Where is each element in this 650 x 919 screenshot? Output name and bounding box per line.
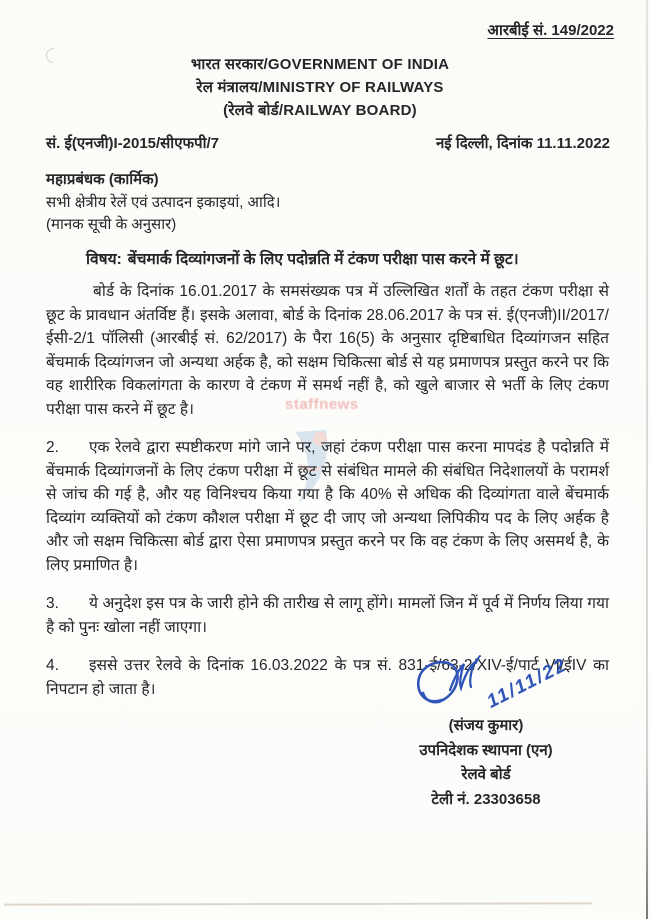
- place-and-date: नई दिल्ली, दिनांक 11.11.2022: [435, 135, 610, 152]
- watermark-text: staffnews: [285, 396, 359, 413]
- paragraph-3-number: 3.: [46, 595, 59, 612]
- signature-block: [366, 654, 606, 812]
- paragraph-2-text: एक रेलवे द्वारा स्पष्टीकरण मांगे जाने पर, जहां टंकण परीक्षा पास करना मापदंड है पदोन्नति में बेंचमार्क दिव्यांगजनों के लिए टंकण परीक्षा में छूट से संबंधित मामले की संबंधित निदेशालयों के परामर्श से जांच की गई है, और यह विनिश्चय किया गया है कि 40% से अधिक की दिव्यांगता वाले बेंचमार्क दिव्यांग व्यक्तियों को टंकण कौशल परीक्षा में छूट दी जाए जो अन्यथा लिपिकीय पद के लिए अर्हक है और जो सक्षम चिकित्सा बोर्ड द्वारा ऐसा प्रमाणपत्र प्रस्तुत करने पर कि वह टंकण के लिए असमर्थ है, के लिए प्रमाणित है।: [46, 439, 609, 574]
- subject-text: बेंचमार्क दिव्यांगजनों के लिए पदोन्नति में टंकण परीक्षा पास करने में छूट।: [127, 251, 519, 268]
- handwritten-signature: [366, 654, 606, 714]
- paragraph-2-number: 2.: [46, 439, 59, 456]
- handwritten-date: 11/11/22: [483, 654, 571, 713]
- signatory-designation: उपनिदेशक स्थापना (एन): [419, 741, 553, 759]
- paragraph-1-text: बोर्ड के दिनांक 16.01.2017 के समसंख्यक पत्र में उल्लिखित शर्तों के तहत टंकण परीक्षा से छूट के प्रावधान अंतर्विष्ट हैं। इसके अलावा, बोर्ड के दिनांक 28.06.2017 के पत्र सं. ई(एनजी)II/2017/ईसी-2/1 पॉलिसी (आरबीई सं. 62/2017) के पैरा 16(5) के अनुसार दृष्टिबाधित दिव्यांगजन सहित बेंचमार्क दिव्यांगजन जो अन्यथा अर्हक है, को सक्षम चिकित्सा बोर्ड से यह प्रमाणपत्र प्रस्तुत करने पर कि वह शारीरिक विकलांगता के कारण वे टंकण में समर्थ नहीं है, को खुले बाजार से भर्ती के लिए टंकण परीक्षा पास करने में छूट है।: [46, 283, 609, 418]
- paragraph-2: [46, 436, 609, 577]
- scan-right-edge-line: [646, 0, 648, 919]
- org-header: [0, 53, 640, 122]
- letter-ref-number: सं. ई(एनजी)I-2015/सीएफपी/7: [46, 135, 219, 152]
- org-line-government: भारत सरकार/GOVERNMENT OF INDIA: [190, 56, 450, 73]
- paragraph-4-number: 4.: [46, 657, 59, 674]
- signatory-phone: टेली नं. 23303658: [431, 790, 541, 808]
- org-line-board: (रेलवे बोर्ड/RAILWAY BOARD): [223, 102, 417, 119]
- org-line-ministry: रेल मंत्रालय/MINISTRY OF RAILWAYS: [196, 79, 444, 96]
- paragraph-1: [46, 280, 609, 421]
- paragraph-4-text: इससे उत्तर रेलवे के दिनांक 16.03.2022 के पत्र सं. 831-ई/63-2/XIV-ई/पार्ट VI/ईIV का निपटान हो जाता है।: [46, 657, 609, 698]
- addressee-title: महाप्रबंधक (कार्मिक): [46, 171, 159, 188]
- signatory-organization: रेलवे बोर्ड: [461, 766, 511, 783]
- letter-body: [46, 280, 609, 716]
- subject-line: [86, 247, 604, 269]
- addressee-block: [46, 169, 590, 237]
- paragraph-3: [46, 592, 609, 639]
- addressee-note: (मानक सूची के अनुसार): [46, 216, 177, 233]
- scan-bottom-edge-line: [4, 902, 592, 905]
- rbe-number: आरबीई सं. 149/2022: [487, 22, 614, 39]
- signatory-name: (संजय कुमार): [448, 717, 524, 734]
- subject-label: विषय:: [86, 251, 122, 268]
- reference-row: [46, 133, 610, 153]
- addressee-line: सभी क्षेत्रीय रेलें एवं उत्पादन इकाइयां, आदि।: [46, 193, 281, 211]
- paragraph-3-text: ये अनुदेश इस पत्र के जारी होने की तारीख से लागू होंगे। मामलों जिन में पूर्व में निर्णय लिया गया है को पुनः खोला नहीं जाएगा।: [46, 595, 609, 636]
